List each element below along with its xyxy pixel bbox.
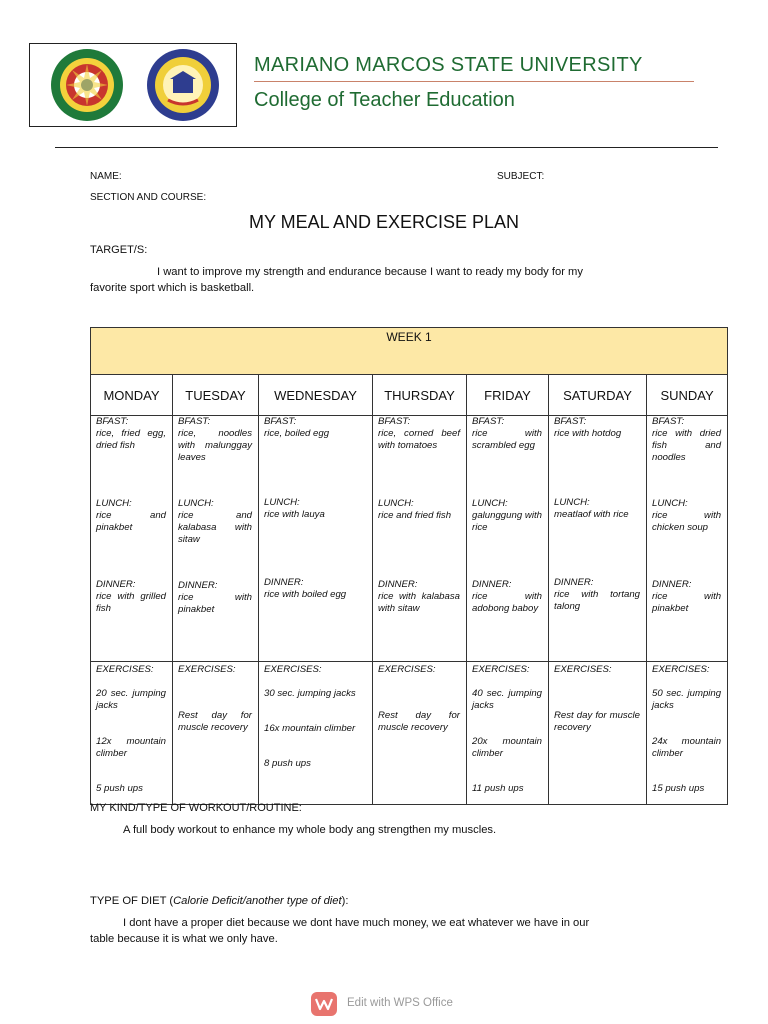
exercise-cell [467, 662, 549, 805]
logo-box [29, 43, 237, 127]
exercise-cell [91, 662, 173, 805]
lunch-entry: LUNCH: rice and fried fish [378, 498, 452, 521]
name-label: NAME: [90, 171, 122, 182]
university-name: MARIANO MARCOS STATE UNIVERSITY [254, 54, 643, 76]
exercise-item: Rest day for muscle recovery [178, 710, 252, 733]
exercises-label: EXERCISES: [378, 664, 436, 675]
exercise-item: 8 push ups [264, 758, 311, 769]
day-header: SUNDAY [647, 375, 728, 416]
meal-cell [91, 416, 173, 662]
exercises-label: EXERCISES: [652, 664, 710, 675]
lunch-entry: LUNCH: galunggung with rice [472, 498, 542, 533]
dinner-entry: DINNER: rice with tortang talong [554, 577, 640, 612]
cte-seal-icon [146, 48, 220, 122]
target-text-line2: favorite sport which is basketball. [90, 282, 255, 294]
week-row [91, 328, 728, 375]
lunch-entry: LUNCH: rice and pinakbet [96, 498, 166, 533]
exercise-item: 20 sec. jumping jacks [96, 688, 166, 711]
meal-cell [467, 416, 549, 662]
lunch-entry: LUNCH: rice with lauya [264, 497, 325, 520]
exercise-item: Rest day for muscle recovery [378, 710, 460, 733]
college-name: College of Teacher Education [254, 89, 515, 111]
meal-cell [259, 416, 373, 662]
dinner-entry: DINNER: rice with pinakbet [178, 580, 252, 615]
exercise-item: 11 push ups [472, 783, 524, 794]
meal-exercise-table [90, 327, 728, 805]
section-label: SECTION AND COURSE: [90, 192, 207, 203]
dinner-entry: DINNER: rice with boiled egg [264, 577, 347, 600]
week-header: WEEK 1 [91, 328, 728, 375]
meal-cell [647, 416, 728, 662]
lunch-entry: LUNCH: rice with chicken soup [652, 498, 722, 533]
meal-cell [373, 416, 467, 662]
header-divider [55, 147, 718, 148]
mmsu-seal-icon [50, 48, 124, 122]
exercise-item: 16x mountain climber [264, 723, 356, 734]
diet-text-line2: table because it is what we only have. [90, 933, 278, 945]
meal-cell [173, 416, 259, 662]
dinner-entry: DINNER: rice with adobong baboy [472, 579, 542, 614]
diet-label-prefix: TYPE OF DIET ( [90, 895, 174, 907]
page-title: MY MEAL AND EXERCISE PLAN [248, 212, 520, 232]
day-header: FRIDAY [467, 375, 549, 416]
exercises-label: EXERCISES: [554, 664, 612, 675]
exercises-label: EXERCISES: [96, 664, 154, 675]
exercise-item: 40 sec. jumping jacks [472, 688, 542, 711]
dinner-entry: DINNER: rice with pinakbet [652, 579, 722, 614]
diet-label [90, 893, 348, 909]
exercises-label: EXERCISES: [178, 664, 236, 675]
diet-text-line1: I dont have a proper diet because we dont have much money, we eat whatever we have in our [123, 917, 590, 929]
breakfast-entry: BFAST: rice, boiled egg [264, 416, 330, 439]
diet-label-suffix: ): [341, 895, 349, 907]
exercise-item: 30 sec. jumping jacks [264, 688, 356, 699]
exercise-cell [373, 662, 467, 805]
exercise-cell [647, 662, 728, 805]
title-underline [254, 81, 694, 82]
day-header: SATURDAY [549, 375, 647, 416]
wps-logo-icon [311, 992, 337, 1016]
workout-label: MY KIND/TYPE OF WORKOUT/ROUTINE: [90, 802, 302, 814]
dinner-entry: DINNER: rice with grilled fish [96, 579, 166, 614]
meals-row [91, 416, 728, 662]
lunch-entry: LUNCH: meatlaof with rice [554, 497, 629, 520]
exercise-row [91, 662, 728, 805]
breakfast-entry: BFAST: rice with hotdog [554, 416, 622, 439]
exercise-cell [259, 662, 373, 805]
dinner-entry: DINNER: rice with kalabasa with sitaw [378, 579, 460, 614]
breakfast-entry: BFAST: rice, fried egg, dried fish [96, 416, 166, 451]
exercise-cell [549, 662, 647, 805]
day-header: TUESDAY [173, 375, 259, 416]
breakfast-entry: BFAST: rice with scrambled egg [472, 416, 542, 451]
day-header: MONDAY [91, 375, 173, 416]
exercise-item: 20x mountain climber [472, 736, 542, 759]
exercises-label: EXERCISES: [472, 664, 530, 675]
wps-watermark: Edit with WPS Office [347, 997, 453, 1009]
target-label: TARGET/S: [90, 244, 148, 256]
meal-cell [549, 416, 647, 662]
day-header: WEDNESDAY [259, 375, 373, 416]
diet-label-italic: Calorie Deficit/another type of diet [173, 895, 342, 907]
exercises-label: EXERCISES: [264, 664, 322, 675]
workout-text: A full body workout to enhance my whole body ang strengthen my muscles. [123, 824, 497, 836]
exercise-item: 15 push ups [652, 783, 705, 794]
day-header: THURSDAY [373, 375, 467, 416]
lunch-entry: LUNCH: rice and kalabasa with sitaw [178, 498, 252, 545]
breakfast-entry: BFAST: rice, noodles with malunggay leaves [178, 416, 252, 463]
breakfast-entry: BFAST: rice, corned beef with tomatoes [378, 416, 460, 451]
exercise-item: 5 push ups [96, 783, 143, 794]
exercise-item: Rest day for muscle recovery [554, 710, 640, 733]
exercise-item: 24x mountain climber [652, 736, 722, 759]
day-header-row [91, 375, 728, 416]
subject-label: SUBJECT: [497, 171, 545, 182]
target-text-line1: I want to improve my strength and endurance because I want to ready my body for my [157, 266, 583, 278]
breakfast-entry: BFAST: rice with dried fish and noodles [652, 416, 722, 463]
exercise-item: 12x mountain climber [96, 736, 166, 759]
exercise-cell [173, 662, 259, 805]
exercise-item: 50 sec. jumping jacks [652, 688, 722, 711]
